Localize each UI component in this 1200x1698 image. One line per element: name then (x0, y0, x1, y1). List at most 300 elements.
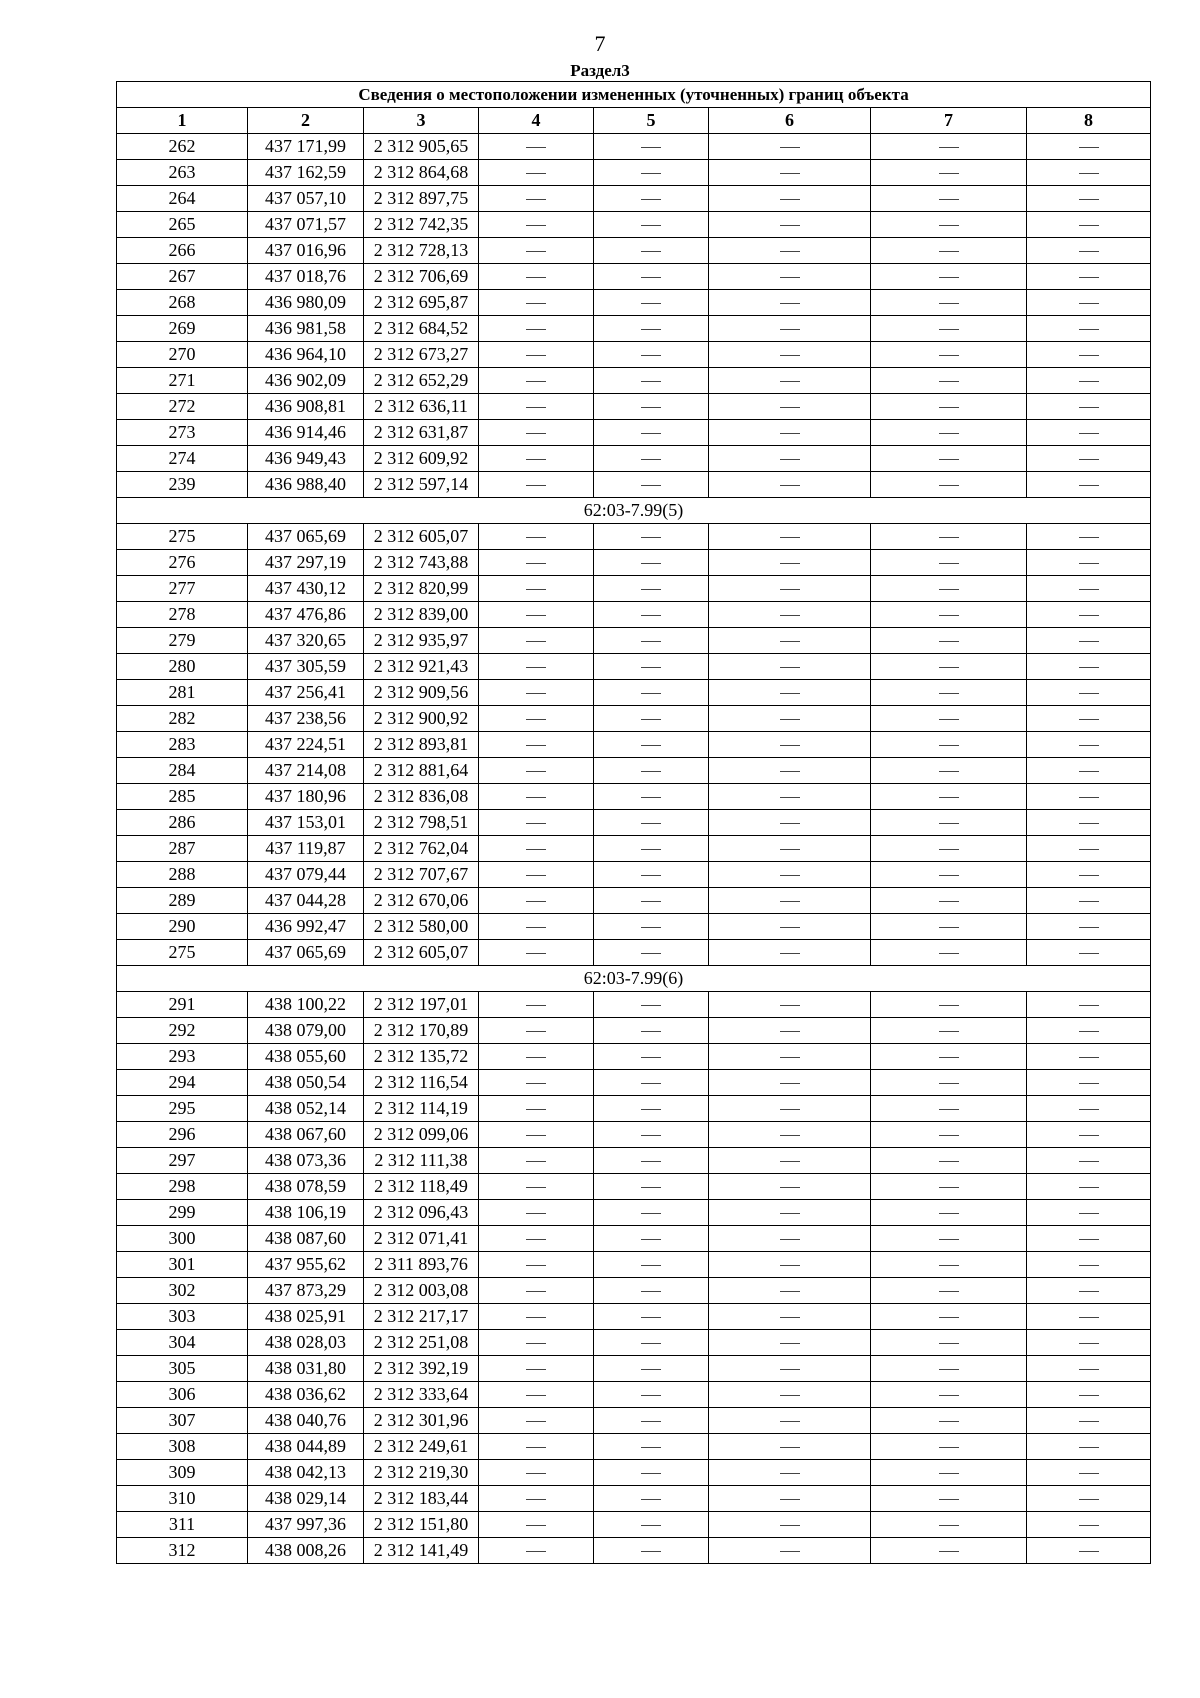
empty-cell (594, 368, 709, 394)
empty-cell (709, 1044, 871, 1070)
empty-cell (479, 368, 594, 394)
table-row (117, 446, 1151, 472)
empty-cell (594, 1252, 709, 1278)
empty-cell (479, 446, 594, 472)
dash-mark (526, 719, 546, 720)
empty-cell (871, 420, 1027, 446)
empty-cell (479, 758, 594, 784)
y-coordinate-cell: 2 312 893,81 (364, 732, 479, 758)
point-number-cell: 306 (117, 1382, 248, 1408)
empty-cell (479, 1512, 594, 1538)
dash-mark (780, 745, 800, 746)
dash-mark (780, 1343, 800, 1344)
dash-mark (1079, 329, 1099, 330)
table-row (117, 1148, 1151, 1174)
dash-mark (641, 927, 661, 928)
dash-mark (641, 459, 661, 460)
dash-mark (1079, 1161, 1099, 1162)
empty-cell (594, 1408, 709, 1434)
dash-mark (526, 407, 546, 408)
dash-mark (780, 615, 800, 616)
empty-cell (871, 1304, 1027, 1330)
point-number-cell: 266 (117, 238, 248, 264)
empty-cell (594, 1122, 709, 1148)
empty-cell (479, 1538, 594, 1564)
dash-mark (1079, 589, 1099, 590)
empty-cell (1027, 784, 1151, 810)
y-coordinate-cell: 2 312 864,68 (364, 160, 479, 186)
dash-mark (641, 199, 661, 200)
dash-mark (526, 1551, 546, 1552)
dash-mark (939, 641, 959, 642)
dash-mark (526, 1499, 546, 1500)
x-coordinate-cell: 437 476,86 (248, 602, 364, 628)
dash-mark (526, 797, 546, 798)
y-coordinate-cell: 2 312 580,00 (364, 914, 479, 940)
table-row (117, 394, 1151, 420)
empty-cell (479, 940, 594, 966)
dash-mark (939, 1031, 959, 1032)
dash-mark (1079, 1109, 1099, 1110)
dash-mark (526, 563, 546, 564)
empty-cell (709, 992, 871, 1018)
dash-mark (780, 1447, 800, 1448)
table-caption: Сведения о местоположении измененных (уточненных) границ объекта (117, 82, 1151, 108)
empty-cell (871, 186, 1027, 212)
y-coordinate-cell: 2 312 217,17 (364, 1304, 479, 1330)
empty-cell (594, 186, 709, 212)
x-coordinate-cell: 438 067,60 (248, 1122, 364, 1148)
point-number-cell: 296 (117, 1122, 248, 1148)
empty-cell (1027, 316, 1151, 342)
dash-mark (641, 1343, 661, 1344)
y-coordinate-cell: 2 312 798,51 (364, 810, 479, 836)
empty-cell (871, 524, 1027, 550)
dash-mark (939, 901, 959, 902)
dash-mark (526, 147, 546, 148)
empty-cell (1027, 1044, 1151, 1070)
y-coordinate-cell: 2 312 151,80 (364, 1512, 479, 1538)
dash-mark (526, 1005, 546, 1006)
empty-cell (479, 680, 594, 706)
point-number-cell: 308 (117, 1434, 248, 1460)
dash-mark (641, 1213, 661, 1214)
y-coordinate-cell: 2 312 820,99 (364, 576, 479, 602)
table-row (117, 1382, 1151, 1408)
point-number-cell: 302 (117, 1278, 248, 1304)
dash-mark (526, 1525, 546, 1526)
x-coordinate-cell: 438 079,00 (248, 1018, 364, 1044)
dash-mark (1079, 1317, 1099, 1318)
empty-cell (594, 992, 709, 1018)
dash-mark (526, 1291, 546, 1292)
empty-cell (479, 160, 594, 186)
dash-mark (641, 615, 661, 616)
empty-cell (1027, 1382, 1151, 1408)
dash-mark (780, 381, 800, 382)
y-coordinate-cell: 2 312 597,14 (364, 472, 479, 498)
point-number-cell: 287 (117, 836, 248, 862)
y-coordinate-cell: 2 312 670,06 (364, 888, 479, 914)
dash-mark (780, 199, 800, 200)
empty-cell (871, 1018, 1027, 1044)
empty-cell (594, 1538, 709, 1564)
y-coordinate-cell: 2 312 935,97 (364, 628, 479, 654)
empty-cell (594, 732, 709, 758)
point-number-cell: 285 (117, 784, 248, 810)
table-row (117, 134, 1151, 160)
dash-mark (939, 303, 959, 304)
y-coordinate-cell: 2 312 881,64 (364, 758, 479, 784)
y-coordinate-cell: 2 312 921,43 (364, 654, 479, 680)
dash-mark (1079, 719, 1099, 720)
dash-mark (641, 745, 661, 746)
dash-mark (780, 823, 800, 824)
empty-cell (594, 212, 709, 238)
dash-mark (641, 667, 661, 668)
table-row (117, 732, 1151, 758)
table-row (117, 810, 1151, 836)
dash-mark (780, 1265, 800, 1266)
dash-mark (1079, 927, 1099, 928)
dash-mark (780, 1213, 800, 1214)
empty-cell (709, 888, 871, 914)
empty-cell (479, 394, 594, 420)
dash-mark (1079, 277, 1099, 278)
empty-cell (594, 1356, 709, 1382)
dash-mark (526, 277, 546, 278)
empty-cell (479, 550, 594, 576)
dash-mark (939, 173, 959, 174)
empty-cell (1027, 1122, 1151, 1148)
dash-mark (939, 1187, 959, 1188)
empty-cell (479, 654, 594, 680)
x-coordinate-cell: 437 153,01 (248, 810, 364, 836)
point-number-cell: 292 (117, 1018, 248, 1044)
empty-cell (594, 1174, 709, 1200)
empty-cell (1027, 654, 1151, 680)
y-coordinate-cell: 2 312 183,44 (364, 1486, 479, 1512)
empty-cell (479, 888, 594, 914)
dash-mark (1079, 1525, 1099, 1526)
dash-mark (1079, 901, 1099, 902)
dash-mark (641, 1161, 661, 1162)
empty-cell (709, 1434, 871, 1460)
empty-cell (1027, 1434, 1151, 1460)
column-header-1: 1 (117, 108, 248, 134)
empty-cell (594, 1512, 709, 1538)
x-coordinate-cell: 438 055,60 (248, 1044, 364, 1070)
empty-cell (1027, 550, 1151, 576)
x-coordinate-cell: 438 087,60 (248, 1226, 364, 1252)
dash-mark (526, 303, 546, 304)
point-number-cell: 273 (117, 420, 248, 446)
empty-cell (709, 186, 871, 212)
empty-cell (871, 1226, 1027, 1252)
x-coordinate-cell: 437 873,29 (248, 1278, 364, 1304)
dash-mark (780, 251, 800, 252)
column-header-6: 6 (709, 108, 871, 134)
dash-mark (939, 459, 959, 460)
dash-mark (526, 1265, 546, 1266)
group-label: 62:03-7.99(6) (117, 966, 1151, 992)
empty-cell (1027, 706, 1151, 732)
y-coordinate-cell: 2 312 605,07 (364, 940, 479, 966)
point-number-cell: 289 (117, 888, 248, 914)
empty-cell (1027, 1200, 1151, 1226)
dash-mark (526, 693, 546, 694)
point-number-cell: 262 (117, 134, 248, 160)
y-coordinate-cell: 2 312 197,01 (364, 992, 479, 1018)
point-number-cell: 312 (117, 1538, 248, 1564)
point-number-cell: 307 (117, 1408, 248, 1434)
dash-mark (780, 1421, 800, 1422)
point-number-cell: 275 (117, 940, 248, 966)
dash-mark (780, 277, 800, 278)
dash-mark (780, 1187, 800, 1188)
point-number-cell: 311 (117, 1512, 248, 1538)
empty-cell (871, 1408, 1027, 1434)
x-coordinate-cell: 438 078,59 (248, 1174, 364, 1200)
dash-mark (780, 433, 800, 434)
dash-mark (780, 329, 800, 330)
x-coordinate-cell: 438 050,54 (248, 1070, 364, 1096)
dash-mark (641, 953, 661, 954)
table-row (117, 264, 1151, 290)
x-coordinate-cell: 437 119,87 (248, 836, 364, 862)
empty-cell (594, 1434, 709, 1460)
x-coordinate-cell: 437 016,96 (248, 238, 364, 264)
y-coordinate-cell: 2 312 900,92 (364, 706, 479, 732)
dash-mark (526, 1083, 546, 1084)
page-number: 7 (594, 31, 606, 56)
empty-cell (709, 680, 871, 706)
x-coordinate-cell: 438 044,89 (248, 1434, 364, 1460)
empty-cell (1027, 1538, 1151, 1564)
point-number-cell: 303 (117, 1304, 248, 1330)
empty-cell (1027, 472, 1151, 498)
point-number-cell: 298 (117, 1174, 248, 1200)
table-row (117, 758, 1151, 784)
empty-cell (709, 524, 871, 550)
point-number-cell: 280 (117, 654, 248, 680)
empty-cell (594, 1486, 709, 1512)
empty-cell (479, 732, 594, 758)
x-coordinate-cell: 437 057,10 (248, 186, 364, 212)
empty-cell (709, 1226, 871, 1252)
x-coordinate-cell: 437 256,41 (248, 680, 364, 706)
empty-cell (594, 758, 709, 784)
dash-mark (526, 1109, 546, 1110)
dash-mark (780, 537, 800, 538)
empty-cell (594, 420, 709, 446)
dash-mark (1079, 173, 1099, 174)
dash-mark (939, 1005, 959, 1006)
dash-mark (1079, 1213, 1099, 1214)
y-coordinate-cell: 2 312 743,88 (364, 550, 479, 576)
table-row (117, 654, 1151, 680)
empty-cell (479, 1434, 594, 1460)
y-coordinate-cell: 2 312 096,43 (364, 1200, 479, 1226)
empty-cell (871, 368, 1027, 394)
x-coordinate-cell: 437 171,99 (248, 134, 364, 160)
empty-cell (709, 394, 871, 420)
dash-mark (780, 1369, 800, 1370)
empty-cell (709, 1512, 871, 1538)
dash-mark (526, 1239, 546, 1240)
dash-mark (641, 1109, 661, 1110)
dash-mark (526, 1317, 546, 1318)
x-coordinate-cell: 436 908,81 (248, 394, 364, 420)
empty-cell (594, 1070, 709, 1096)
dash-mark (939, 1421, 959, 1422)
empty-cell (1027, 524, 1151, 550)
column-header-3: 3 (364, 108, 479, 134)
x-coordinate-cell: 436 988,40 (248, 472, 364, 498)
dash-mark (780, 667, 800, 668)
dash-mark (641, 1499, 661, 1500)
empty-cell (479, 1304, 594, 1330)
dash-mark (526, 1161, 546, 1162)
empty-cell (479, 472, 594, 498)
empty-cell (479, 862, 594, 888)
dash-mark (1079, 1135, 1099, 1136)
dash-mark (641, 1031, 661, 1032)
empty-cell (709, 1070, 871, 1096)
dash-mark (939, 1369, 959, 1370)
empty-cell (871, 758, 1027, 784)
dash-mark (1079, 1031, 1099, 1032)
empty-cell (871, 1096, 1027, 1122)
x-coordinate-cell: 437 079,44 (248, 862, 364, 888)
column-header-row (117, 108, 1151, 134)
dash-mark (641, 147, 661, 148)
table-row (117, 1252, 1151, 1278)
empty-cell (479, 1122, 594, 1148)
dash-mark (939, 485, 959, 486)
empty-cell (709, 316, 871, 342)
y-coordinate-cell: 2 312 728,13 (364, 238, 479, 264)
dash-mark (939, 1551, 959, 1552)
dash-mark (641, 173, 661, 174)
empty-cell (594, 836, 709, 862)
y-coordinate-cell: 2 312 251,08 (364, 1330, 479, 1356)
table-row (117, 420, 1151, 446)
dash-mark (939, 1109, 959, 1110)
empty-cell (1027, 1408, 1151, 1434)
dash-mark (780, 849, 800, 850)
x-coordinate-cell: 438 028,03 (248, 1330, 364, 1356)
empty-cell (709, 1278, 871, 1304)
empty-cell (871, 628, 1027, 654)
dash-mark (526, 355, 546, 356)
empty-cell (479, 1174, 594, 1200)
empty-cell (871, 1200, 1027, 1226)
column-header-4: 4 (479, 108, 594, 134)
empty-cell (479, 1200, 594, 1226)
empty-cell (709, 1122, 871, 1148)
table-row (117, 186, 1151, 212)
empty-cell (479, 290, 594, 316)
y-coordinate-cell: 2 312 742,35 (364, 212, 479, 238)
empty-cell (1027, 1148, 1151, 1174)
dash-mark (1079, 797, 1099, 798)
dash-mark (526, 381, 546, 382)
empty-cell (594, 1460, 709, 1486)
dash-mark (780, 927, 800, 928)
dash-mark (939, 563, 959, 564)
empty-cell (709, 810, 871, 836)
table-row (117, 160, 1151, 186)
dash-mark (641, 589, 661, 590)
dash-mark (641, 407, 661, 408)
table-row (117, 1200, 1151, 1226)
dash-mark (939, 1291, 959, 1292)
x-coordinate-cell: 438 100,22 (248, 992, 364, 1018)
x-coordinate-cell: 436 980,09 (248, 290, 364, 316)
empty-cell (479, 186, 594, 212)
y-coordinate-cell: 2 312 099,06 (364, 1122, 479, 1148)
empty-cell (1027, 576, 1151, 602)
x-coordinate-cell: 438 029,14 (248, 1486, 364, 1512)
dash-mark (526, 1473, 546, 1474)
dash-mark (939, 251, 959, 252)
empty-cell (1027, 212, 1151, 238)
empty-cell (1027, 1304, 1151, 1330)
table-row (117, 836, 1151, 862)
empty-cell (1027, 1356, 1151, 1382)
dash-mark (780, 1499, 800, 1500)
empty-cell (1027, 1278, 1151, 1304)
dash-mark (526, 1057, 546, 1058)
y-coordinate-cell: 2 312 839,00 (364, 602, 479, 628)
empty-cell (709, 602, 871, 628)
empty-cell (871, 1356, 1027, 1382)
point-number-cell: 293 (117, 1044, 248, 1070)
empty-cell (479, 212, 594, 238)
empty-cell (871, 654, 1027, 680)
empty-cell (594, 602, 709, 628)
dash-mark (1079, 1473, 1099, 1474)
point-number-cell: 271 (117, 368, 248, 394)
empty-cell (594, 706, 709, 732)
point-number-cell: 283 (117, 732, 248, 758)
table-row (117, 1174, 1151, 1200)
dash-mark (526, 901, 546, 902)
table-row (117, 1408, 1151, 1434)
dash-mark (526, 927, 546, 928)
empty-cell (479, 1382, 594, 1408)
point-number-cell: 279 (117, 628, 248, 654)
y-coordinate-cell: 2 312 609,92 (364, 446, 479, 472)
dash-mark (1079, 407, 1099, 408)
empty-cell (479, 238, 594, 264)
point-number-cell: 269 (117, 316, 248, 342)
x-coordinate-cell: 437 320,65 (248, 628, 364, 654)
empty-cell (871, 836, 1027, 862)
dash-mark (939, 1265, 959, 1266)
y-coordinate-cell: 2 312 170,89 (364, 1018, 479, 1044)
table-row (117, 368, 1151, 394)
dash-mark (641, 329, 661, 330)
dash-mark (1079, 1395, 1099, 1396)
point-number-cell: 277 (117, 576, 248, 602)
point-number-cell: 300 (117, 1226, 248, 1252)
table-row (117, 1278, 1151, 1304)
y-coordinate-cell: 2 312 249,61 (364, 1434, 479, 1460)
empty-cell (709, 134, 871, 160)
point-number-cell: 305 (117, 1356, 248, 1382)
